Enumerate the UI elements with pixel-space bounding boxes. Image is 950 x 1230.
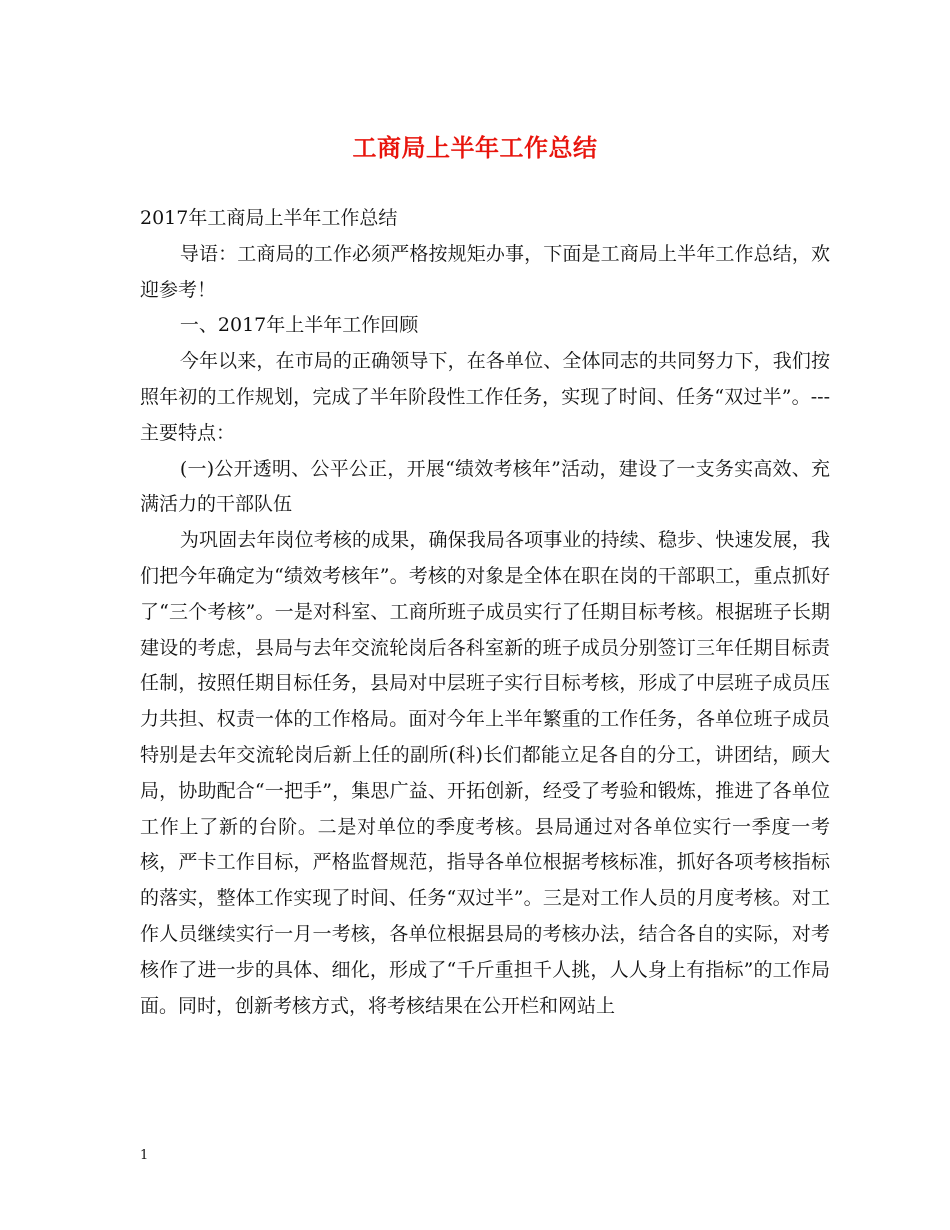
page-number: 1 (140, 1148, 149, 1163)
body-paragraph: 今年以来，在市局的正确领导下，在各单位、全体同志的共同努力下，我们按照年初的工作规划，完成了半年阶段性工作任务，实现了时间、任务“双过半”。---主要特点： (140, 350, 830, 444)
subtitle-paragraph: 2017年工商局上半年工作总结 (140, 207, 398, 229)
intro-paragraph: 导语：工商局的工作必须严格按规矩办事，下面是工商局上半年工作总结，欢迎参考！ (140, 242, 830, 301)
document-title: 工商局上半年工作总结 (352, 133, 598, 162)
body-paragraph: 为巩固去年岗位考核的成果，确保我局各项事业的持续、稳步、快速发展，我们把今年确定为“绩效考核年”。考核的对象是全体在职在岗的干部职工，重点抓好了“三个考核”。一是对科室、工商所班子成员实行了任期目标考核。根据班子长期建设的考虑，县局与去年交流轮岗后各科室新的班子成员分别签订三年任期目标责任制，按照任期目标任务，县局对中层班子实行目标考核，形成了中层班子成员压力共担、权责一体的工作格局。面对今年上半年繁重的工作任务，各单位班子成员特别是去年交流轮岗后新上任的副所(科)长们都能立足各自的分工，讲团结，顾大局，协助配合“一把手”，集思广益、开拓创新，经受了考验和锻炼，推进了各单位工作上了新的台阶。二是对单位的季度考核。县局通过对各单位实行一季度一考核，严卡工作目标，严格监督规范，指导各单位根据考核标准，抓好各项考核指标的落实，整体工作实现了时间、任务“双过半”。三是对工作人员的月度考核。对工作人员继续实行一月一考核，各单位根据县局的考核办法，结合各自的实际，对考核作了进一步的具体、细化，形成了“千斤重担千人挑，人人身上有指标”的工作局面。同时，创新考核方式，将考核结果在公开栏和网站上 (140, 529, 830, 1017)
document-body (140, 201, 830, 1024)
section-heading: 一、2017年上半年工作回顾 (179, 314, 419, 337)
subsection-heading: (一)公开透明、公平公正，开展“绩效考核年”活动，建设了一支务实高效、充满活力的干部队伍 (140, 457, 830, 516)
